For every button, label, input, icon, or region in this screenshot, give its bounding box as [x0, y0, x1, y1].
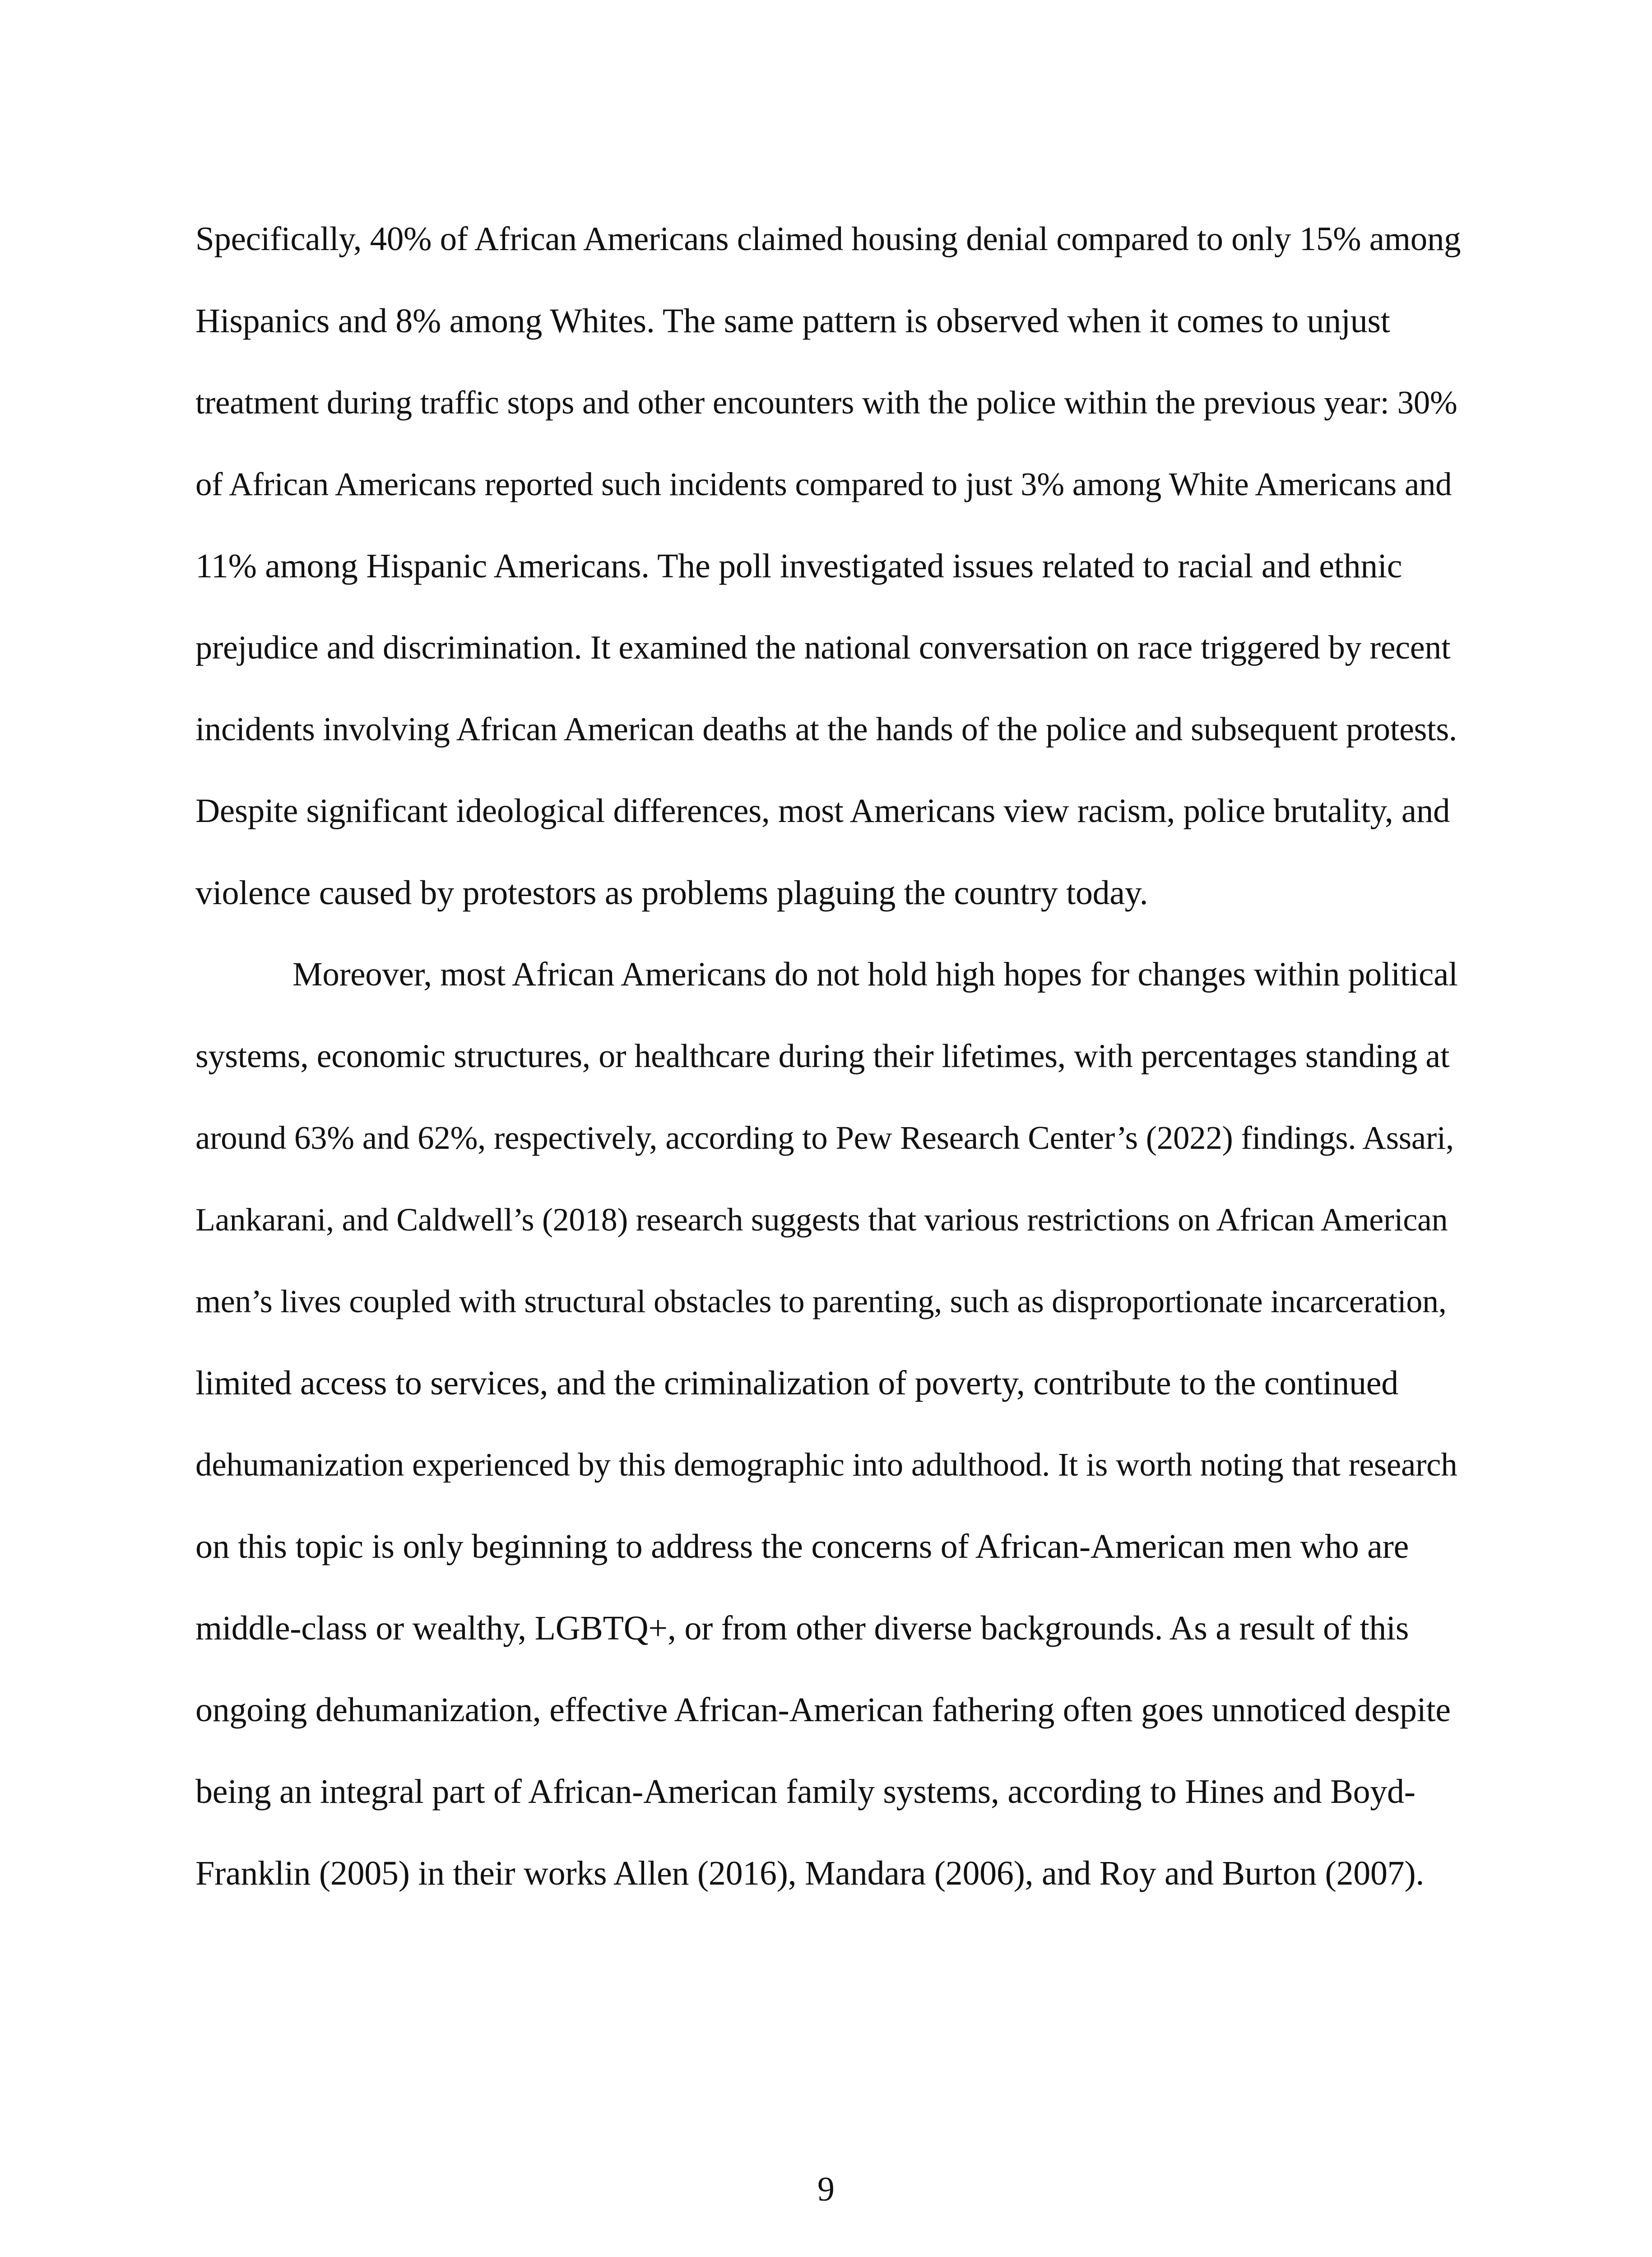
text-line: limited access to services, and the criminalization of poverty, contribute to the continued: [195, 1364, 1398, 1402]
paragraph-2: [195, 952, 1464, 1932]
text-line: ongoing dehumanization, effective African-American fathering often goes unnoticed despite: [195, 1691, 1451, 1729]
text-line: incidents involving African American deaths at the hands of the police and subsequent protests.: [195, 711, 1457, 748]
text-line: of African Americans reported such incidents compared to just 3% among White Americans and: [195, 466, 1452, 502]
page-number: 9: [817, 2170, 835, 2208]
text-line: treatment during traffic stops and other encounters with the police within the previous year: 30%: [195, 384, 1457, 421]
text-line: around 63% and 62%, respectively, according to Pew Research Center’s (2022) findings. Assari,: [195, 1119, 1454, 1156]
body-text: [195, 217, 1464, 1932]
text-line: 11% among Hispanic Americans. The poll investigated issues related to racial and ethnic: [195, 547, 1402, 585]
text-line: Franklin (2005) in their works Allen (2016), Mandara (2006), and Roy and Burton (2007).: [195, 1854, 1425, 1892]
text-line: being an integral part of African-American family systems, according to Hines and Boyd-: [195, 1773, 1415, 1811]
text-line: men’s lives coupled with structural obstacles to parenting, such as disproportionate incarceration,: [195, 1283, 1447, 1319]
text-line: systems, economic structures, or healthcare during their lifetimes, with percentages standing at: [195, 1038, 1450, 1075]
text-line: Hispanics and 8% among Whites. The same pattern is observed when it comes to unjust: [195, 302, 1390, 340]
text-line: on this topic is only beginning to address the concerns of African-American men who are: [195, 1528, 1409, 1565]
text-line: dehumanization experienced by this demographic into adulthood. It is worth noting that research: [195, 1446, 1457, 1483]
text-line: Lankarani, and Caldwell’s (2018) research suggests that various restrictions on African American: [195, 1202, 1448, 1238]
text-line: Specifically, 40% of African Americans claimed housing denial compared to only 15% among: [195, 220, 1461, 258]
text-line: Despite significant ideological differences, most Americans view racism, police brutality, and: [195, 792, 1450, 830]
text-line: prejudice and discrimination. It examined the national conversation on race triggered by recent: [195, 629, 1451, 666]
paragraph-1: [195, 217, 1464, 952]
text-line: middle-class or wealthy, LGBTQ+, or from other diverse backgrounds. As a result of this: [195, 1609, 1409, 1647]
text-line: violence caused by protestors as problems plaguing the country today.: [195, 874, 1148, 912]
text-line: Moreover, most African Americans do not hold high hopes for changes within political: [292, 956, 1458, 993]
